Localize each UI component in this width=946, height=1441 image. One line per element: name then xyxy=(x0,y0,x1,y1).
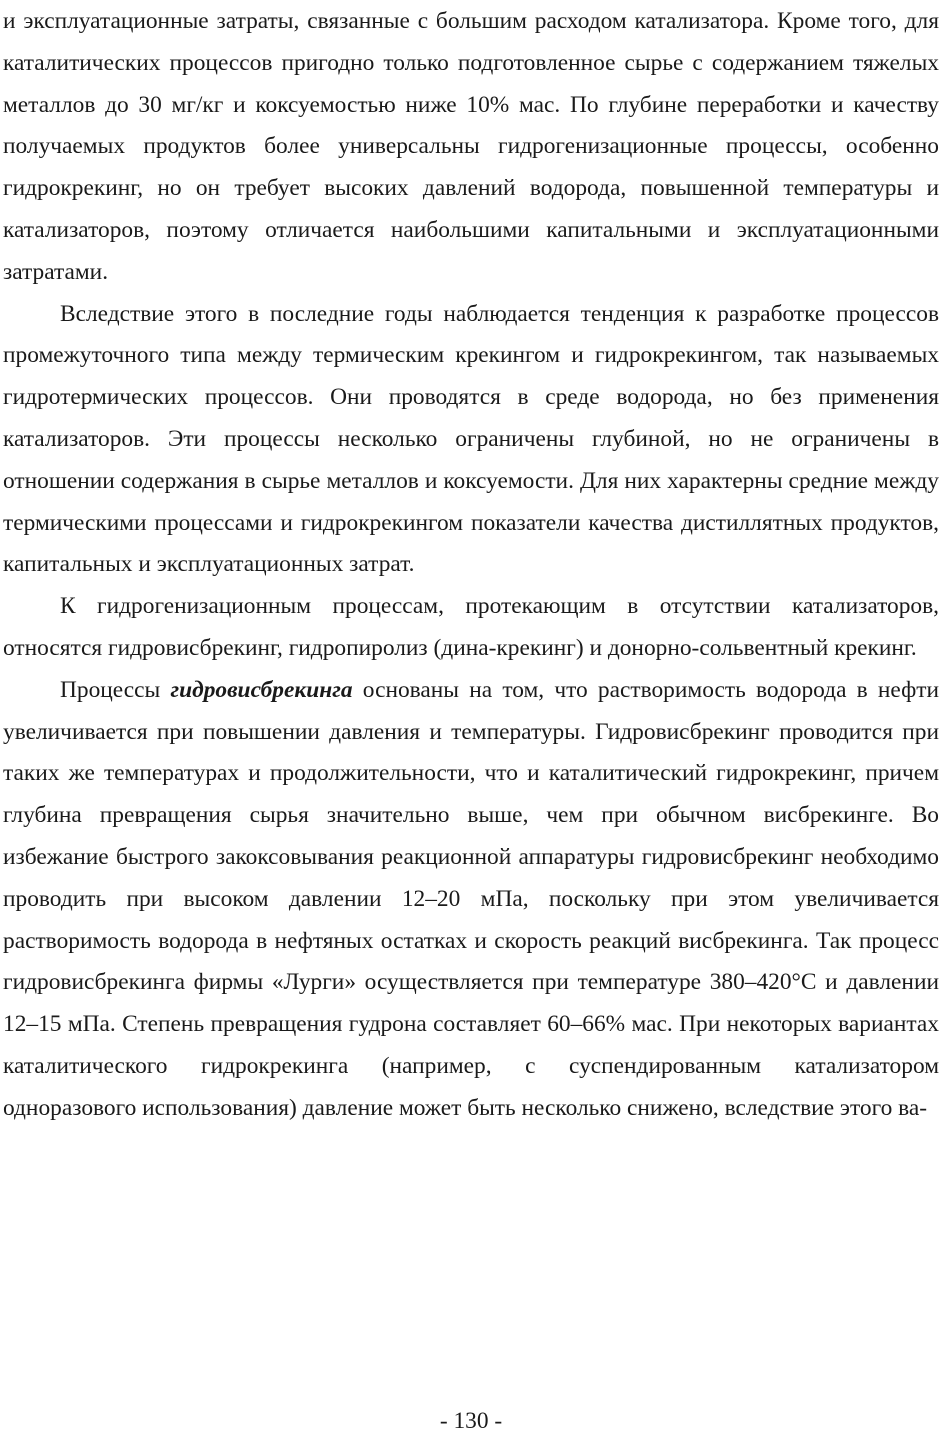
paragraph-body: основаны на том, что растворимость водорода в нефти увеличивается при повышении давления и температуры. Гидровисбрекинг проводится при таких же температурах и продолжительности, что и каталитический гидрокрекинг, причем глубина превращения сырья значительно выше, чем при обычном висбрекинге. Во избежание быстрого закоксовывания реакционной аппаратуры гидровисбрекинг необходимо проводить при высоком давлении 12–20 мПа, поскольку при этом увеличивается растворимость водорода в нефтяных остатках и скорость реакций висбрекинга. Так процесс гидровисбрекинга фирмы «Лурги» осуществляется при температуре 380–420°С и давлении 12–15 мПа. Степень превращения гудрона составляет 60–66% мас. При некоторых вариантах каталитического гидрокрекинга (например, с суспендированным катализатором одноразового использования) давление может быть несколько снижено, вследствие этого ва- xyxy=(3,676,939,1121)
paragraph-non-catalytic-processes: К гидрогенизационным процессам, протекающим в отсутствии катализаторов, относятся гидровисбрекинг, гидропиролиз (дина-крекинг) и донорно-сольвентный крекинг. xyxy=(3,593,939,661)
paragraph-lead-word: Процессы xyxy=(60,676,161,703)
document-page xyxy=(3,0,939,1441)
paragraph-hydrothermal-trend: Вследствие этого в последние годы наблюдается тенденция к разработке процессов промежуточного типа между термическим крекингом и гидрокрекингом, так называемых гидротермических процессов. Они проводятся в среде водорода, но без применения катализаторов. Эти процессы несколько ограничены глубиной, но не ограничены в отношении содержания в сырье металлов и коксуемости. Для них характерны средние между термическими процессами и гидрокрекингом показатели качества дистиллятных продуктов, капитальных и эксплуатационных затрат. xyxy=(3,300,939,578)
page-number: - 130 - xyxy=(439,1408,503,1434)
body-text xyxy=(3,1,939,1130)
emphasized-term: гидровисбрекинга xyxy=(170,676,353,703)
paragraph-hydrovisbreaking xyxy=(3,670,939,1130)
paragraph-continuation: и эксплуатационные затраты, связанные с большим расходом катализатора. Кроме того, для каталитических процессов пригодно только подготовленное сырье с содержанием тяжелых металлов до 30 мг/кг и коксуемостью ниже 10% мас. По глубине переработки и качеству получаемых продуктов более универсальны гидрогенизационные процессы, особенно гидрокрекинг, но он требует высоких давлений водорода, повышенной температуры и катализаторов, поэтому отличается наибольшими капитальными и эксплуатационными затратами. xyxy=(3,8,939,285)
